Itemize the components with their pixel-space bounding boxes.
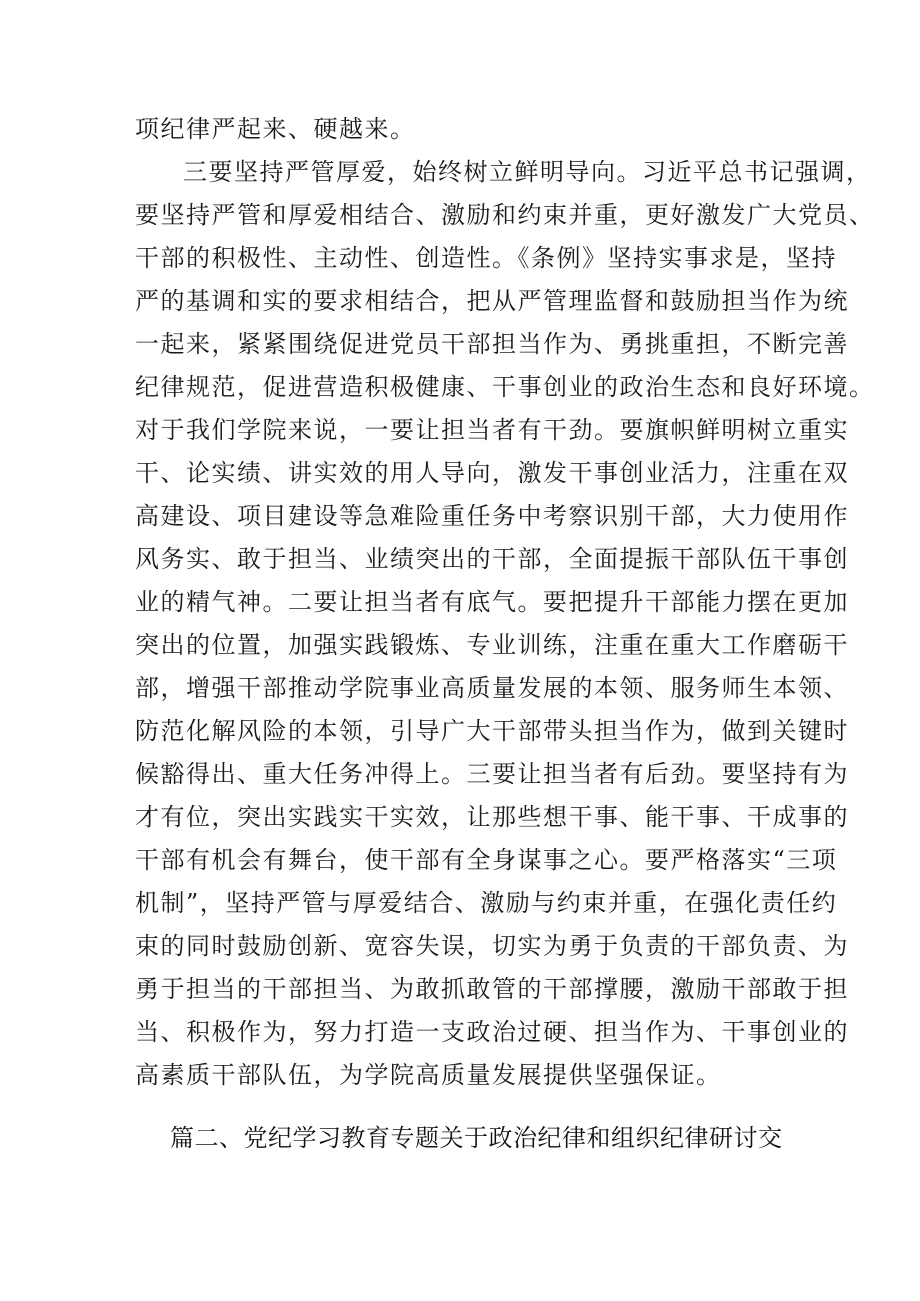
text-line: 束的同时鼓励创新、宽容失误，切实为勇于负责的干部负责、为 — [135, 932, 849, 960]
text-line: 项纪律严起来、硬越来。 — [135, 115, 416, 143]
text-line: 要坚持严管和厚爱相结合、激励和约束并重，更好激发广大党员、 — [135, 201, 875, 229]
text-line: 高建设、项目建设等急难险重任务中考察识别干部，大力使用作 — [135, 502, 849, 530]
text-line: 干部有机会有舞台，使干部有全身谋事之心。要严格落实“三项 — [135, 846, 838, 874]
text-line: 三要坚持严管厚爱，始终树立鲜明导向。习近平总书记强调， — [183, 158, 872, 186]
text-line: 机制”，坚持严管与厚爱结合、激励与约束并重，在强化责任约 — [135, 889, 838, 917]
text-line: 严的基调和实的要求相结合，把从严管理监督和鼓励担当作为统 — [135, 287, 849, 315]
text-line: 业的精气神。二要让担当者有底气。要把提升干部能力摆在更加 — [135, 588, 849, 616]
section-heading: 篇二、党纪学习教育专题关于政治纪律和组织纪律研讨交 — [170, 1124, 783, 1152]
text-line: 一起来，紧紧围绕促进党员干部担当作为、勇挑重担，不断完善 — [135, 330, 849, 358]
text-line: 防范化解风险的本领，引导广大干部带头担当作为，做到关键时 — [135, 717, 849, 745]
text-line: 干部的积极性、主动性、创造性。《条例》坚持实事求是，坚持 — [135, 244, 837, 272]
text-line: 突出的位置，加强实践锻炼、专业训练，注重在重大工作磨砺干 — [135, 631, 849, 659]
text-line: 部，增强干部推动学院事业高质量发展的本领、服务师生本领、 — [135, 674, 849, 702]
text-line: 候豁得出、重大任务冲得上。三要让担当者有后劲。要坚持有为 — [135, 760, 849, 788]
text-line: 才有位，突出实践实干实效，让那些想干事、能干事、干成事的 — [135, 803, 849, 831]
text-line: 干、论实绩、讲实效的用人导向，激发干事创业活力，注重在双 — [135, 459, 849, 487]
text-line: 对于我们学院来说，一要让担当者有干劲。要旗帜鲜明树立重实 — [135, 416, 849, 444]
text-line: 纪律规范，促进营造积极健康、干事创业的政治生态和良好环境。 — [135, 373, 875, 401]
text-line: 高素质干部队伍，为学院高质量发展提供坚强保证。 — [135, 1061, 722, 1089]
text-line: 当、积极作为，努力打造一支政治过硬、担当作为、干事创业的 — [135, 1018, 849, 1046]
text-line: 风务实、敢于担当、业绩突出的干部，全面提振干部队伍干事创 — [135, 545, 849, 573]
text-line: 勇于担当的干部担当、为敢抓敢管的干部撑腰，激励干部敢于担 — [135, 975, 849, 1003]
